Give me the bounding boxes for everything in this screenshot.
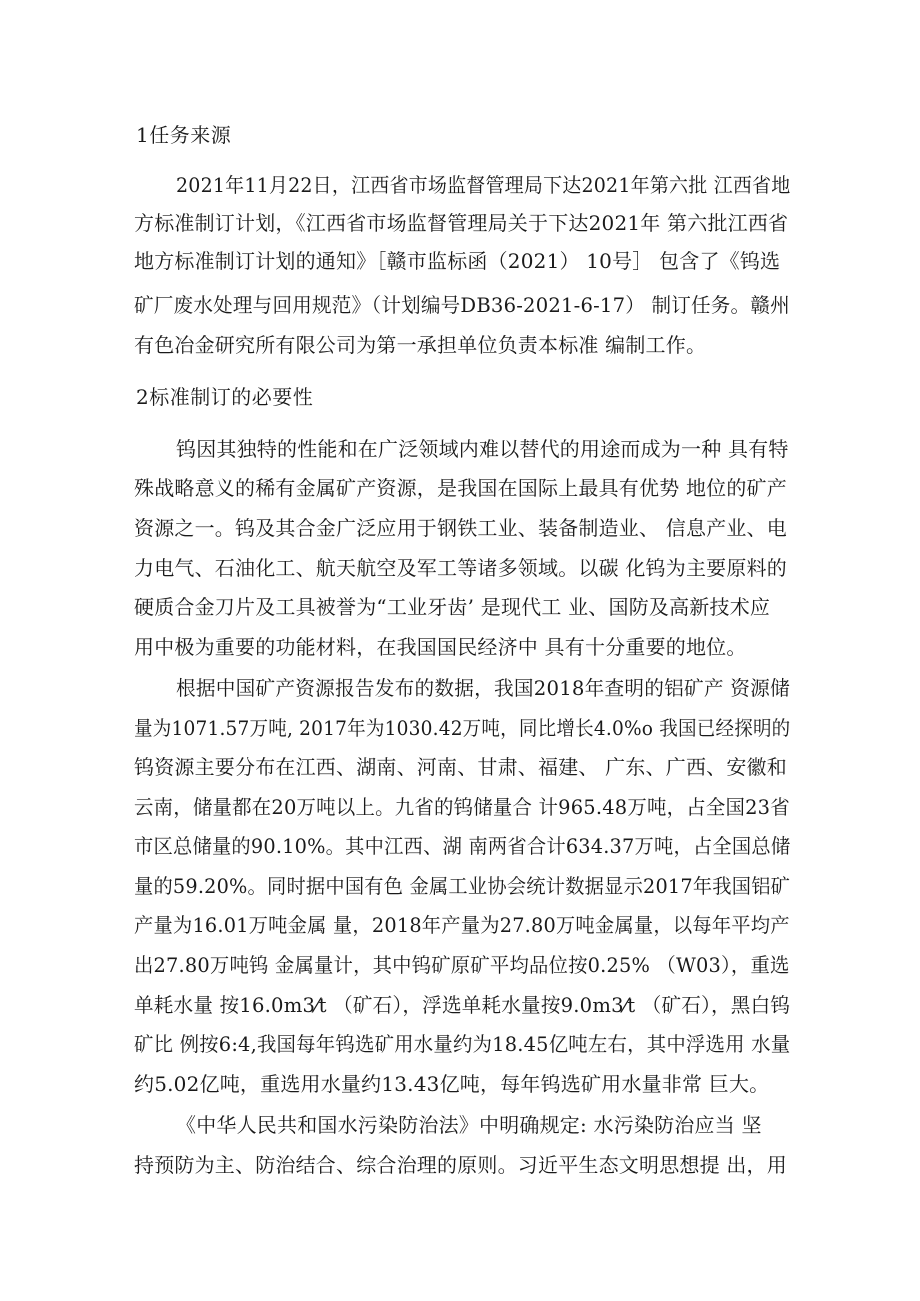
- paragraph-2-line: 量为1071.57万吨, 2017年为1030.42万吨，同比增长4.0%o 我国已经探明的: [134, 716, 791, 740]
- paragraph-2-line: 量的59.20%。同时据中国有色 金属工业协会统计数据显示2017年我国铝矿: [134, 874, 791, 898]
- paragraph-2-line: 云南，储量都在20万吨以上。九省的钨储量合 计965.48万吨，占全国23省: [134, 795, 790, 819]
- paragraph-2-line: 钨资源主要分布在江西、湖南、河南、甘肃、福建、 广东、广西、安徽和: [134, 755, 787, 779]
- paragraph-2-line: 根据中国矿产资源报告发布的数据，我国2018年查明的铝矿产 资源储: [176, 676, 790, 700]
- paragraph-3-line: 持预防为主、防治结合、综合治理的原则。习近平生态文明思想提 出，用: [134, 1153, 787, 1177]
- section-1-line: 矿厂废水处理与回用规范》（计划编号DB36-2021-6-17） 制订任务。赣州: [134, 293, 790, 317]
- section-2-heading: 2标准制订的必要性: [136, 385, 314, 409]
- paragraph-1-line: 用中极为重要的功能材料，在我国国民经济中 具有十分重要的地位。: [134, 635, 747, 659]
- paragraph-2-line: 市区总储量的90.10%。其中江西、湖 南两省合计634.37万吨，占全国总储: [134, 834, 791, 858]
- paragraph-1-line: 殊战略意义的稀有金属矿产资源，是我国在国际上最具有优势 地位的矿产: [134, 476, 787, 500]
- paragraph-3-line: 《中华人民共和国水污染防治法》中明确规定: 水污染防治应当 坚: [176, 1113, 762, 1137]
- section-1-line: 有色冶金研究所有限公司为第一承担单位负责本标准 编制工作。: [134, 333, 707, 357]
- paragraph-2-line: 单耗水量 按16.0m3⁄t （矿石），浮选单耗水量按9.0m3⁄t （矿石），黑白钨: [134, 993, 791, 1017]
- paragraph-2-line: 产量为16.01万吨金属 量，2018年产量为27.80万吨金属量，以每年平均产: [134, 913, 790, 937]
- paragraph-1-line: 钨因其独特的性能和在广泛领域内难以替代的用途而成为一种 具有特: [176, 437, 789, 461]
- section-1-line: 2021年11月22日，江西省市场监督管理局下达2021年第六批 江西省地: [176, 173, 791, 197]
- paragraph-1-line: 资源之一。钨及其合金广泛应用于钢铁工业、装备制造业、 信息产业、电: [134, 516, 787, 540]
- section-1-heading: 1任务来源: [136, 123, 232, 147]
- paragraph-2-line: 矿比 例按6:4,我国每年钨选矿用水量约为18.45亿吨左右，其中浮选用 水量: [134, 1032, 791, 1056]
- paragraph-2-line: 约5.02亿吨，重选用水量约13.43亿吨，每年钨选矿用水量非常 巨大。: [134, 1072, 770, 1096]
- paragraph-1-line: 力电气、石油化工、航天航空及军工等诸多领域。以碳 化钨为主要原料的: [134, 556, 787, 580]
- paragraph-1-line: 硬质合金刀片及工具被誉为“工业牙齿’ 是现代工 业、国防及高新技术应: [134, 595, 771, 619]
- section-1-line: 地方标准制订计划的通知》［赣市监标函（2021） 10号］ 包含了《钨选: [134, 249, 781, 273]
- paragraph-2-line: 出27.80万吨钨 金属量计，其中钨矿原矿平均品位按0.25% （W03），重选: [134, 953, 790, 977]
- section-1-line: 方标准制订计划，《江西省市场监督管理局关于下达2021年 第六批江西省: [134, 211, 789, 235]
